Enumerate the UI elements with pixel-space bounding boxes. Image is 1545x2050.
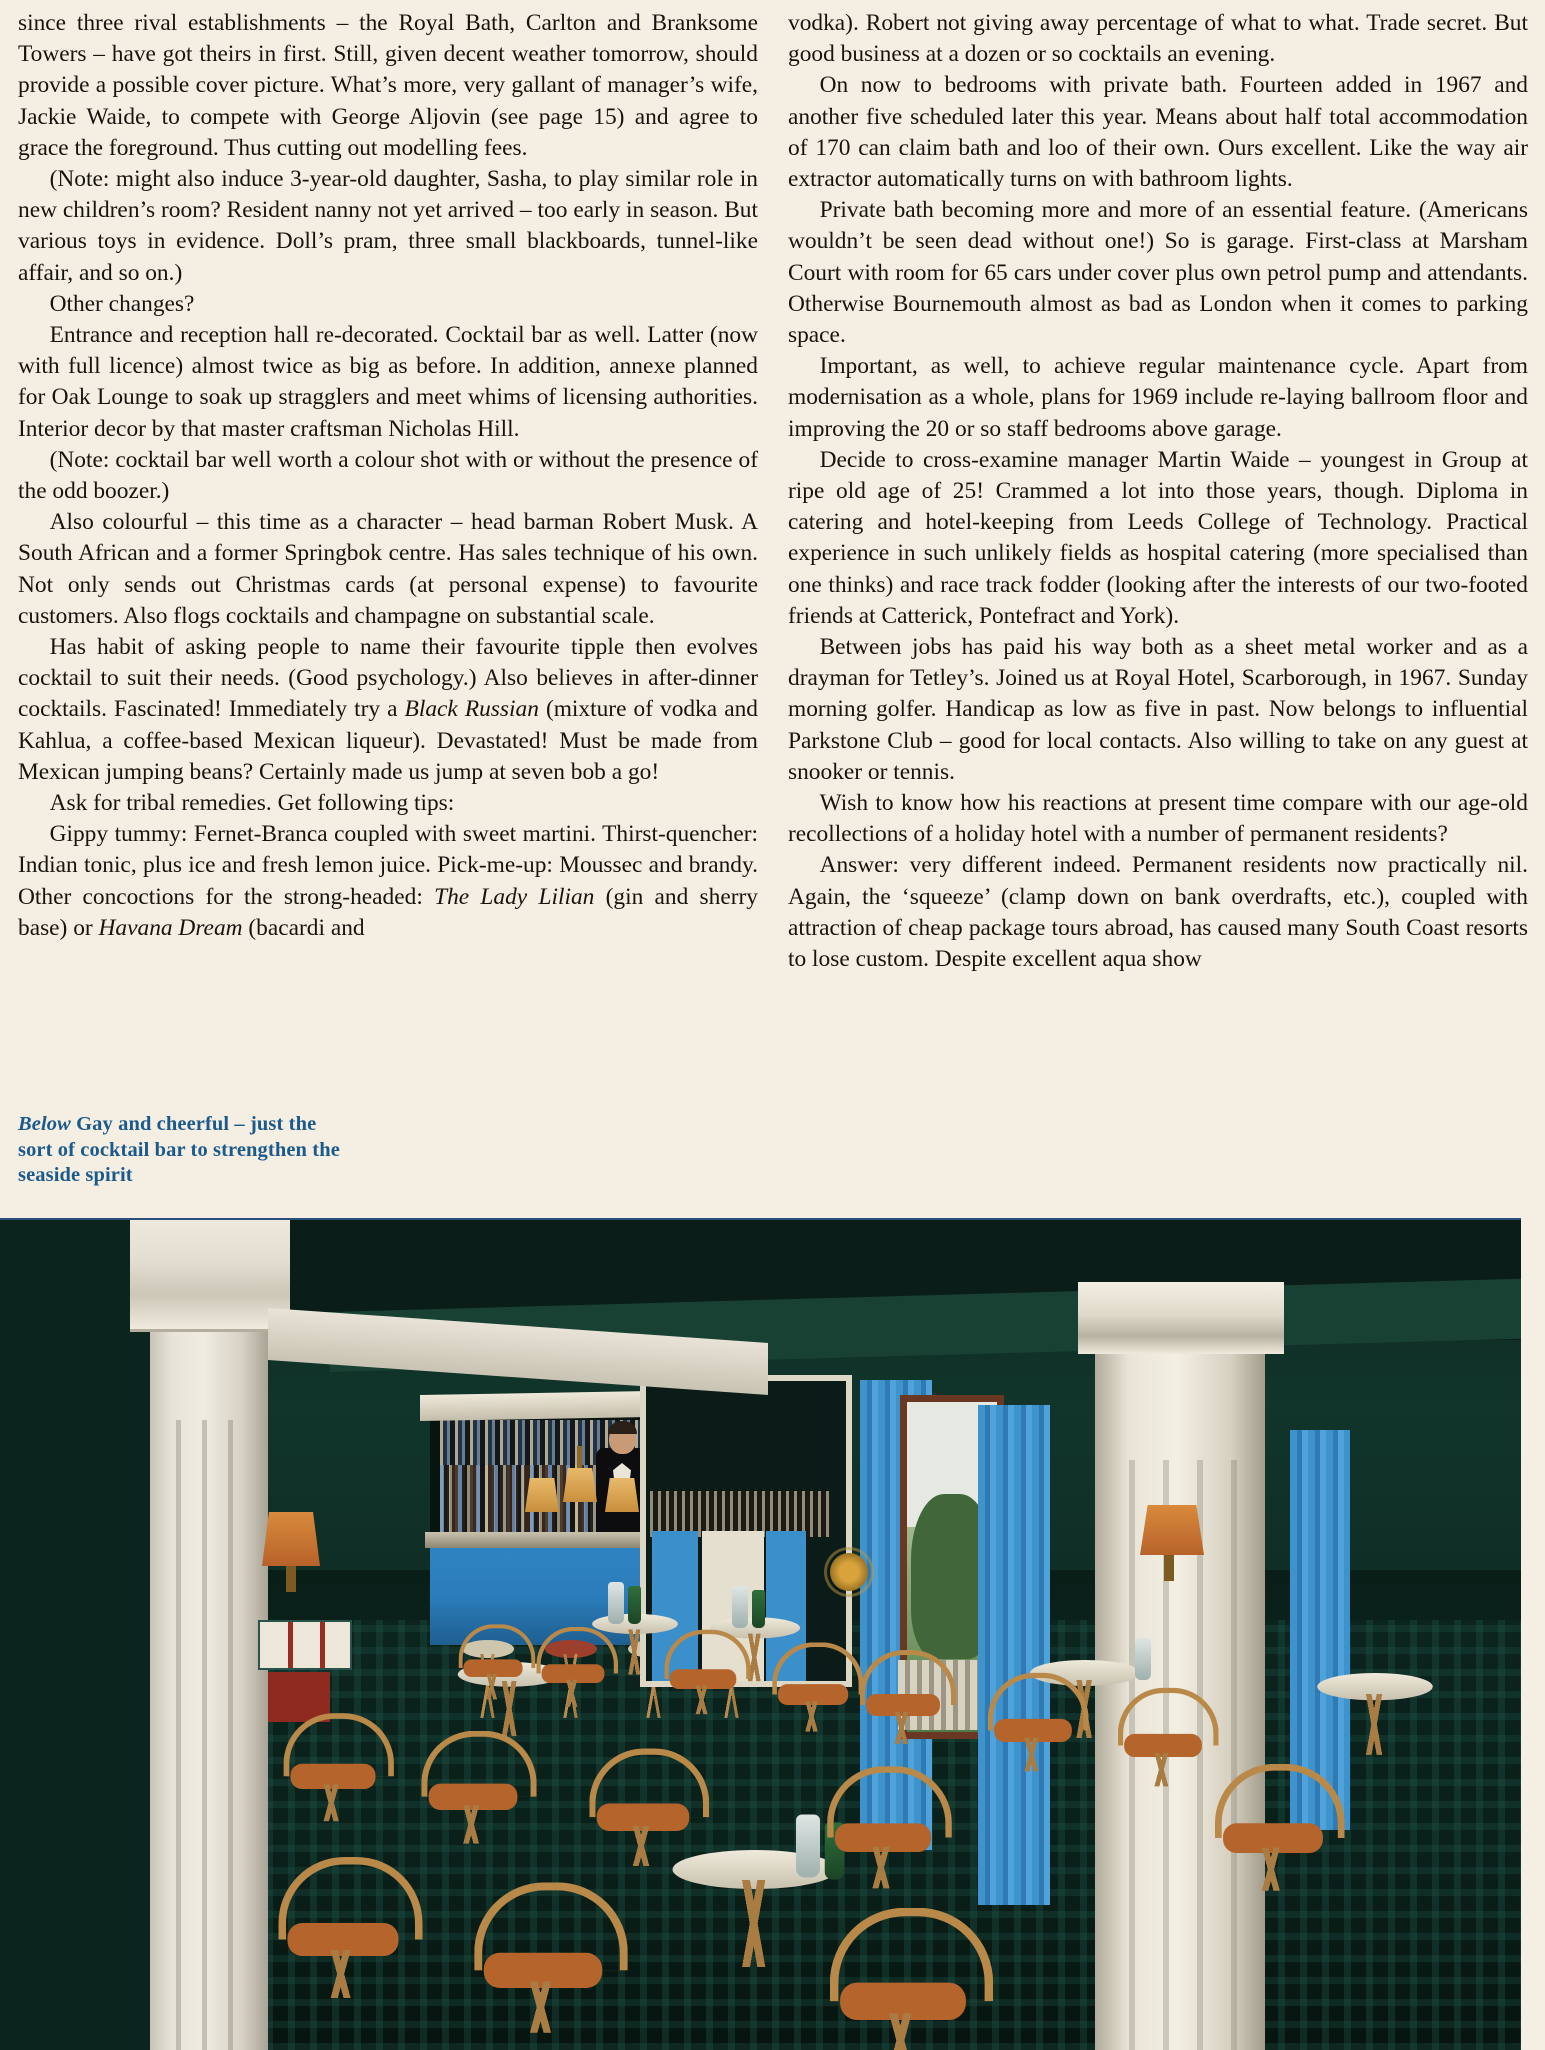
caption-lead-word: Below — [18, 1113, 71, 1135]
rattan-chair — [284, 1713, 383, 1819]
lampshade — [605, 1478, 639, 1512]
lampshade — [1140, 1505, 1204, 1555]
rattan-chair-foreground — [474, 1882, 612, 2029]
chair-legs — [996, 1738, 1070, 1772]
soda-siphon — [608, 1582, 624, 1624]
column-flute — [176, 1420, 181, 2050]
fluted-column-left — [150, 1240, 268, 2050]
sconce-arm — [286, 1566, 296, 1592]
wall-sconce-lamp — [1140, 1505, 1204, 1581]
paragraph: Decide to cross-examine manager Martin Waide – youngest in Group at ripe old age of 25! Crammed a lot into those years, though. Diploma in catering and hotel-keeping from Leeds College of Technology. Practical experience in such unlikely fields as hospital catering (more specialised than one thinks) and race track fodder (looking after the interests of our two-footed friends at Catterick, Pontefract and York). — [788, 446, 1528, 629]
table-legs — [1334, 1694, 1416, 1755]
cocktail-bar-photograph — [0, 1218, 1521, 2050]
lampshade — [525, 1478, 559, 1512]
sconce-arm — [1164, 1555, 1174, 1581]
paragraph: Gippy tummy: Fernet-Branca coupled with sweet martini. Thirst-quencher: Indian tonic, plus ice and fresh lemon juice. Pick-me-up: Moussec and brandy. Other concoctions for the strong-headed: The Lady Lilian (gin and sherry base) or Havana Dream (bacardi and — [18, 821, 758, 941]
chair-legs — [543, 1680, 603, 1707]
chair-legs — [868, 1712, 938, 1744]
chair-legs — [1226, 1848, 1321, 1891]
paragraph: Also colourful – this time as a character – head barman Robert Musk. A South African and a former Springbok centre. Has sales technique of his own. Not only sends out Christmas cards (at personal expense) to favourite customers. Also flogs cocktails and champagne on substantial scale. — [18, 509, 758, 629]
paragraph: On now to bedrooms with private bath. Fourteen added in 1967 and another five scheduled later this year. Means about half total accommodation of 170 can claim bath and loo of their own. Ours excellent. Like the way air extractor automatically turns on with bathroom lights. — [788, 72, 1528, 193]
soda-siphon — [796, 1815, 820, 1878]
chair-legs — [844, 2013, 963, 2050]
table-legs — [697, 1880, 814, 1967]
rattan-chair — [589, 1749, 697, 1864]
rattan-chair — [1215, 1764, 1331, 1888]
paragraph: Entrance and reception hall re-decorated. Cocktail bar as well. Latter (now with full licence) almost twice as big as before. In addition, annexe planned for Oak Lounge to soak up stragglers and meet whims of licensing authorities. Interior decor by that master craftsman Nicholas Hill. — [18, 322, 758, 442]
rattan-chair-foreground — [279, 1857, 408, 1995]
paragraph: Important, as well, to achieve regular maintenance cycle. Apart from modernisation as a whole, plans for 1969 include re-laying ballroom floor and improving the 20 or so staff bedrooms above garage. — [788, 353, 1528, 442]
sunburst-wall-ornament — [827, 1550, 871, 1594]
curtain-blue — [978, 1405, 1050, 1905]
paragraph: Ask for tribal remedies. Get following tips: — [49, 790, 455, 817]
chair-legs — [465, 1674, 521, 1700]
wall-sconce-lamp — [262, 1512, 320, 1592]
caption-text: Gay and cheerful – just the sort of cocktail bar to strengthen the seaside spirit — [18, 1113, 340, 1186]
rattan-chair — [459, 1624, 528, 1698]
paragraph: Private bath becoming more and more of an essential feature. (Americans wouldn’t be seen dead without one!) So is garage. First-class at Marsham Court with room for 65 cars under cover plus own petrol pump and attendants. Otherwise Bournemouth almost as bad as London when it comes to parking space. — [788, 197, 1528, 349]
chair-legs — [293, 1784, 374, 1821]
rattan-chair — [664, 1630, 741, 1713]
rattan-chair — [860, 1650, 946, 1742]
paragraph: vodka). Robert not giving away percentage of what to what. Trade secret. But good business at a dozen or so cocktails an evening. — [788, 10, 1528, 68]
table-bottle — [628, 1586, 641, 1624]
chair-legs — [1126, 1753, 1200, 1787]
article-columns — [18, 8, 1528, 975]
column-flute — [1231, 1460, 1237, 2050]
column-flute — [228, 1420, 233, 2050]
ceiling-chandelier — [525, 1468, 645, 1526]
paragraph: Other changes? — [49, 290, 195, 317]
column-capital-left — [130, 1218, 290, 1329]
soda-siphon — [1135, 1638, 1151, 1680]
chair-legs — [838, 1847, 929, 1889]
photo-caption — [18, 1112, 348, 1189]
chair-legs — [487, 1982, 599, 2033]
rattan-chair — [536, 1627, 609, 1705]
left-text-column — [18, 8, 758, 975]
chair-legs — [599, 1826, 687, 1866]
table-bottle — [752, 1590, 765, 1628]
rattan-chair-foreground — [830, 1908, 976, 2050]
paragraph: Between jobs has paid his way both as a sheet metal worker and as a drayman for Tetley’s. Joined us at Royal Hotel, Scarborough, in 1967. Sunday morning golfer. Handicap as low as five in past. Now belongs to influential Parkstone Club – good for local contacts. Also willing to take on any guest at snooker or tennis. — [788, 634, 1528, 785]
rattan-chair — [827, 1766, 939, 1886]
column-flute — [202, 1420, 207, 2050]
chair-legs — [672, 1685, 735, 1714]
wall-panel-artwork — [258, 1620, 352, 1670]
paragraph: (Note: cocktail bar well worth a colour shot with or without the presence of the odd boozer.) — [18, 446, 758, 505]
lampshade — [262, 1512, 320, 1566]
rattan-chair — [1118, 1688, 1208, 1785]
chair-legs — [780, 1701, 847, 1731]
chair-legs — [291, 1950, 396, 1998]
paragraph: Has habit of asking people to name their favourite tipple then evolves cocktail to suit their needs. (Good psychology.) Also believes in after-dinner cocktails. Fascinated! Immediately try a Black Russian (mixture of vodka and Kahlua, a coffee-based Mexican liqueur). Devastated! Must be made from Mexican jumping beans? Certainly made us jump at seven bob a go! — [18, 634, 758, 785]
right-text-column — [788, 8, 1528, 975]
paragraph: (Note: might also induce 3-year-old daughter, Sasha, to play similar role in new children’s room? Resident nanny not yet arrived – too early in season. But various toys in evidence. Doll’s pram, three small blackboards, tunnel-like affair, and so on.) — [18, 166, 758, 286]
lampshade — [563, 1468, 597, 1502]
chair-legs — [431, 1805, 515, 1843]
cafe-table — [1317, 1673, 1433, 1757]
rattan-chair — [772, 1642, 854, 1729]
paragraph: Answer: very different indeed. Permanent residents now practically nil. Again, the ‘squeeze’ (clamp down on bank overdrafts, etc.), coupled with attraction of cheap package tours abroad, has caused many South Coast resorts to lose custom. Despite excellent aqua show — [788, 852, 1528, 973]
paragraph: Wish to know how his reactions at present time compare with our age-old recollections of a holiday hotel with a number of permanent residents? — [788, 790, 1528, 848]
column-capital-right — [1078, 1282, 1284, 1354]
rattan-chair — [988, 1673, 1078, 1770]
soda-siphon — [732, 1586, 748, 1628]
paragraph: since three rival establishments – the Royal Bath, Carlton and Branksome Towers – have got theirs in first. Still, given decent weather tomorrow, should provide a possible cover picture. What’s more, very gallant of manager’s wife, Jackie Waide, to compete with George Aljovin (see page 15) and agree to grace the foreground. Thus cutting out modelling fees. — [18, 10, 758, 161]
rattan-chair — [421, 1731, 524, 1841]
